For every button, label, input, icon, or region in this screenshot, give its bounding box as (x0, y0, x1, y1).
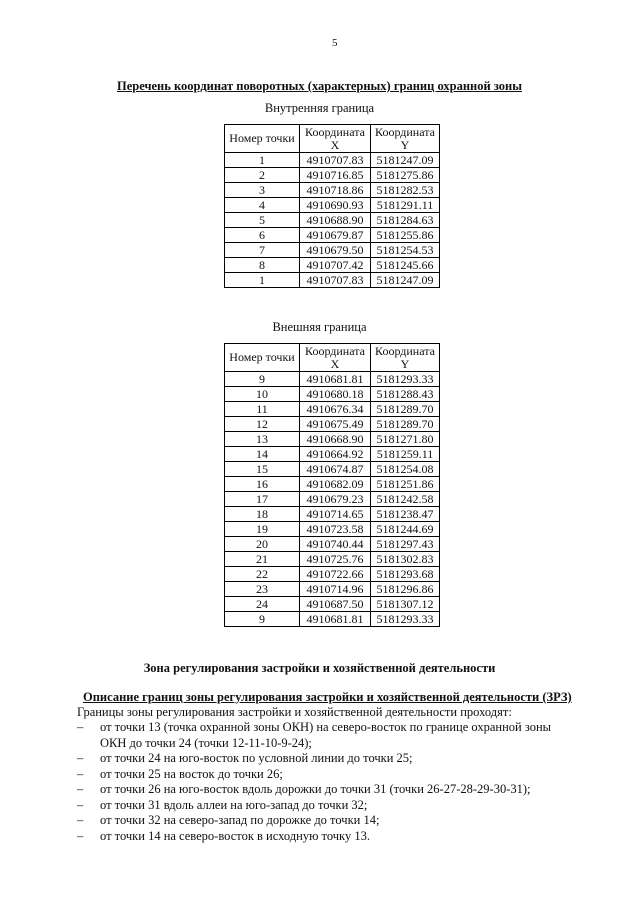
point-number-cell: 9 (225, 372, 300, 387)
point-number-cell: 15 (225, 462, 300, 477)
coordinate-y-cell: 5181242.58 (371, 492, 440, 507)
point-number-cell: 14 (225, 447, 300, 462)
list-item-text: от точки 26 на юго-восток вдоль дорожки до точки 31 (точки 26-27-28-29-30-31); (100, 782, 531, 796)
coordinate-x-cell: 4910714.96 (300, 582, 371, 597)
table-row (225, 582, 440, 597)
table-row (225, 372, 440, 387)
coordinate-x-cell: 4910680.18 (300, 387, 371, 402)
table-row (225, 477, 440, 492)
coordinate-x-cell: 4910679.23 (300, 492, 371, 507)
point-number-cell: 16 (225, 477, 300, 492)
table-row (225, 507, 440, 522)
table-row (225, 153, 440, 168)
table-row (225, 168, 440, 183)
coordinate-x-cell: 4910676.34 (300, 402, 371, 417)
point-number-cell: 21 (225, 552, 300, 567)
coordinate-y-cell: 5181254.08 (371, 462, 440, 477)
table-row (225, 552, 440, 567)
coordinate-y-cell: 5181282.53 (371, 183, 440, 198)
coordinate-x-cell: 4910682.09 (300, 477, 371, 492)
coordinate-y-cell: 5181275.86 (371, 168, 440, 183)
point-number-cell: 20 (225, 537, 300, 552)
point-number-cell: 9 (225, 612, 300, 627)
point-number-cell: 18 (225, 507, 300, 522)
table-header-row (225, 344, 440, 372)
coordinate-y-cell: 5181302.83 (371, 552, 440, 567)
inner-boundary-table (224, 124, 440, 288)
table-row (225, 402, 440, 417)
table-row (225, 198, 440, 213)
point-number-cell: 6 (225, 228, 300, 243)
outer-boundary-caption: Внешняя граница (272, 320, 367, 334)
coordinate-x-cell: 4910668.90 (300, 432, 371, 447)
coordinate-y-cell: 5181259.11 (371, 447, 440, 462)
coordinate-y-cell: 5181289.70 (371, 417, 440, 432)
coordinate-x-cell: 4910688.90 (300, 213, 371, 228)
table-row (225, 597, 440, 612)
table-row (225, 387, 440, 402)
column-header-point-number: Номер точки (225, 344, 300, 372)
coordinate-y-cell: 5181284.63 (371, 213, 440, 228)
dash-bullet: – (77, 782, 84, 796)
coordinate-y-cell: 5181289.70 (371, 402, 440, 417)
list-item-text: от точки 25 на восток до точки 26; (100, 766, 283, 781)
coordinate-y-cell: 5181247.09 (371, 153, 440, 168)
coordinate-x-cell: 4910725.76 (300, 552, 371, 567)
table-row (225, 522, 440, 537)
table-row (225, 432, 440, 447)
table-row (225, 537, 440, 552)
coordinate-x-cell: 4910675.49 (300, 417, 371, 432)
page-title: Перечень координат поворотных (характерных) границ охранной зоны (117, 79, 522, 93)
coordinate-x-cell: 4910690.93 (300, 198, 371, 213)
list-item-text: от точки 24 на юго-восток по условной линии до точки 25; (100, 751, 413, 765)
table-row (225, 213, 440, 228)
coordinate-y-cell: 5181247.09 (371, 273, 440, 288)
coordinate-x-cell: 4910687.50 (300, 597, 371, 612)
table-header-row (225, 125, 440, 153)
coordinate-y-cell: 5181254.53 (371, 243, 440, 258)
coordinate-y-cell: 5181307.12 (371, 597, 440, 612)
list-item (77, 720, 577, 751)
list-item-text: от точки 32 на северо-запад по дорожке до точки 14; (100, 813, 380, 827)
table-row (225, 447, 440, 462)
point-number-cell: 7 (225, 243, 300, 258)
dash-bullet: – (77, 828, 84, 843)
coordinate-x-cell: 4910674.87 (300, 462, 371, 477)
zone-heading: Зона регулирования застройки и хозяйственной деятельности (143, 661, 496, 675)
point-number-cell: 24 (225, 597, 300, 612)
point-number-cell: 23 (225, 582, 300, 597)
coordinate-x-cell: 4910740.44 (300, 537, 371, 552)
list-item (77, 813, 577, 829)
list-item (77, 751, 577, 767)
point-number-cell: 12 (225, 417, 300, 432)
coordinate-y-cell: 5181297.43 (371, 537, 440, 552)
table-row (225, 612, 440, 627)
point-number-cell: 4 (225, 198, 300, 213)
coordinate-y-cell: 5181251.86 (371, 477, 440, 492)
coordinate-x-cell: 4910707.83 (300, 153, 371, 168)
coordinate-y-cell: 5181238.47 (371, 507, 440, 522)
zone-intro: Границы зоны регулирования застройки и хозяйственной деятельности проходят: (77, 705, 512, 719)
coordinate-x-cell: 4910664.92 (300, 447, 371, 462)
table-row (225, 243, 440, 258)
coordinate-x-cell: 4910718.86 (300, 183, 371, 198)
table-row (225, 183, 440, 198)
coordinate-x-cell: 4910714.65 (300, 507, 371, 522)
column-header-x: Координата X (300, 125, 371, 153)
point-number-cell: 11 (225, 402, 300, 417)
point-number-cell: 3 (225, 183, 300, 198)
outer-boundary-table (224, 343, 440, 627)
coordinate-x-cell: 4910681.81 (300, 372, 371, 387)
coordinate-x-cell: 4910707.42 (300, 258, 371, 273)
coordinate-x-cell: 4910681.81 (300, 612, 371, 627)
point-number-cell: 10 (225, 387, 300, 402)
point-number-cell: 5 (225, 213, 300, 228)
column-header-y: Координата Y (371, 344, 440, 372)
table-row (225, 228, 440, 243)
coordinate-x-cell: 4910679.87 (300, 228, 371, 243)
coordinate-x-cell: 4910716.85 (300, 168, 371, 183)
dash-bullet: – (77, 720, 84, 734)
coordinate-x-cell: 4910707.83 (300, 273, 371, 288)
list-item (77, 782, 577, 798)
point-number-cell: 1 (225, 153, 300, 168)
point-number-cell: 8 (225, 258, 300, 273)
table-row (225, 567, 440, 582)
list-item (77, 767, 577, 783)
table-row (225, 273, 440, 288)
point-number-cell: 2 (225, 168, 300, 183)
dash-bullet: – (77, 797, 84, 812)
coordinate-y-cell: 5181291.11 (371, 198, 440, 213)
zone-description-heading: Описание границ зоны регулирования застройки и хозяйственной деятельности (ЗРЗ) (83, 690, 572, 704)
list-item-text: от точки 13 (точка охранной зоны ОКН) на северо-восток по границе охранной зоны ОКН до точки 24 (точки 12-11-10-9-24); (100, 720, 552, 750)
coordinate-x-cell: 4910722.66 (300, 567, 371, 582)
coordinate-y-cell: 5181288.43 (371, 387, 440, 402)
coordinate-y-cell: 5181245.66 (371, 258, 440, 273)
list-item (77, 798, 577, 814)
zone-boundary-list (77, 720, 577, 844)
table-row (225, 258, 440, 273)
list-item-text: от точки 31 вдоль аллеи на юго-запад до точки 32; (100, 797, 368, 812)
inner-boundary-caption: Внутренняя граница (264, 101, 375, 115)
point-number-cell: 1 (225, 273, 300, 288)
coordinate-y-cell: 5181293.33 (371, 372, 440, 387)
coordinate-x-cell: 4910679.50 (300, 243, 371, 258)
column-header-y: Координата Y (371, 125, 440, 153)
coordinate-x-cell: 4910723.58 (300, 522, 371, 537)
point-number-cell: 17 (225, 492, 300, 507)
column-header-x: Координата X (300, 344, 371, 372)
page-number: 5 (332, 37, 338, 49)
coordinate-y-cell: 5181296.86 (371, 582, 440, 597)
table-row (225, 417, 440, 432)
coordinate-y-cell: 5181255.86 (371, 228, 440, 243)
point-number-cell: 19 (225, 522, 300, 537)
dash-bullet: – (77, 766, 84, 781)
coordinate-y-cell: 5181293.33 (371, 612, 440, 627)
dash-bullet: – (77, 813, 84, 827)
list-item-text: от точки 14 на северо-восток в исходную точку 13. (100, 828, 370, 843)
point-number-cell: 13 (225, 432, 300, 447)
point-number-cell: 22 (225, 567, 300, 582)
coordinate-y-cell: 5181293.68 (371, 567, 440, 582)
coordinate-y-cell: 5181244.69 (371, 522, 440, 537)
list-item (77, 829, 577, 845)
table-row (225, 462, 440, 477)
coordinate-y-cell: 5181271.80 (371, 432, 440, 447)
table-row (225, 492, 440, 507)
dash-bullet: – (77, 751, 84, 765)
column-header-point-number: Номер точки (225, 125, 300, 153)
